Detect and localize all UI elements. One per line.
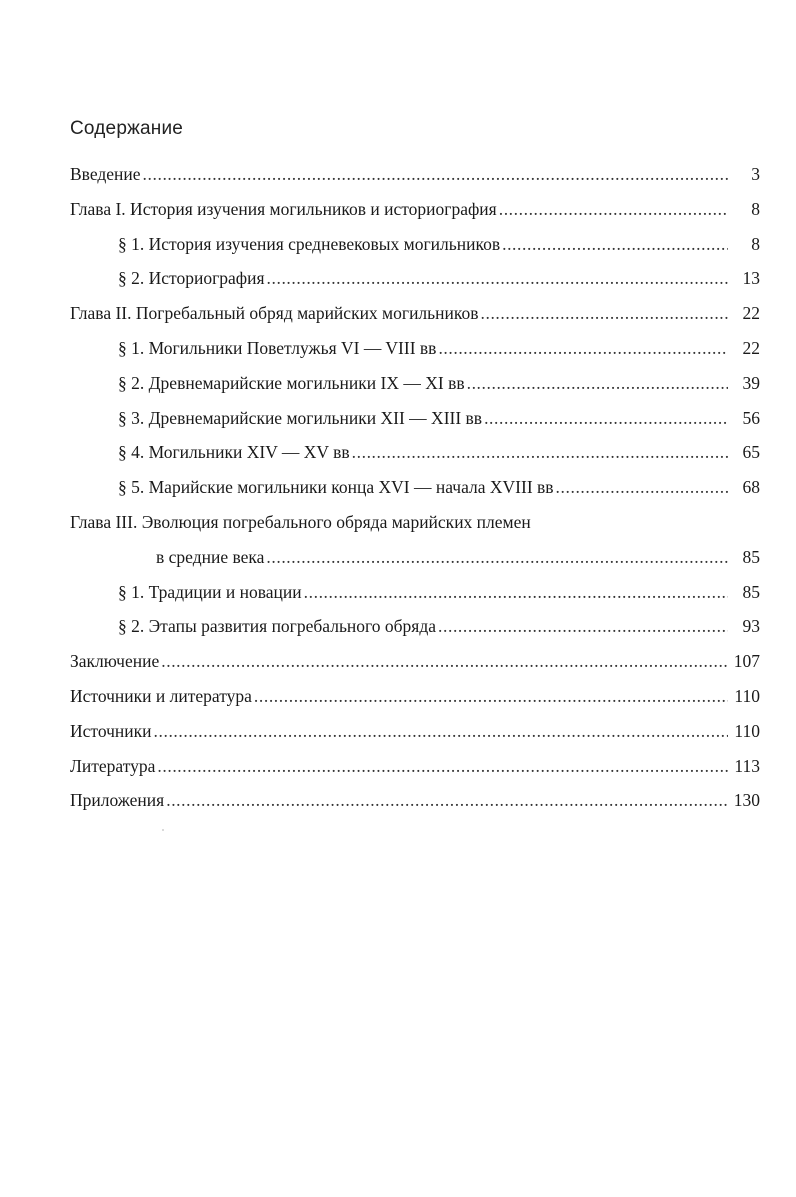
toc-entry xyxy=(70,261,760,296)
toc-entry-page: 8 xyxy=(751,233,760,254)
toc-title: Содержание xyxy=(70,118,184,139)
toc-entry-label: § 2. Этапы развития погребального обряда xyxy=(118,616,437,637)
toc-entry xyxy=(70,783,760,818)
dot-leader xyxy=(481,296,729,331)
toc-entry-page: 93 xyxy=(742,616,760,637)
dot-leader xyxy=(154,714,728,749)
toc-entry-label: § 2. Древнемарийские могильники IX — XI вв xyxy=(118,372,465,393)
toc-entry-label: Глава II. Погребальный обряд марийских могильников xyxy=(70,303,479,324)
toc-entry xyxy=(70,192,760,227)
toc-entry-page: 13 xyxy=(742,268,760,289)
toc-entry-label: Глава I. История изучения могильников и историография xyxy=(70,198,497,219)
toc-entry-label: Глава III. Эволюция погребального обряда марийских племен xyxy=(70,511,531,532)
toc-entry xyxy=(70,679,760,714)
dot-leader xyxy=(304,575,728,610)
toc-entry xyxy=(70,714,760,749)
dot-leader xyxy=(267,261,728,296)
toc-entry xyxy=(70,609,760,644)
toc-entry xyxy=(70,366,760,401)
toc-entry-page: 68 xyxy=(742,477,760,498)
toc-entry-page: 130 xyxy=(733,790,760,811)
toc-entry xyxy=(70,401,760,436)
toc-entry-label: § 1. Могильники Поветлужья VI — VIII вв xyxy=(118,337,437,358)
toc-entry-label: § 1. История изучения средневековых могильников xyxy=(118,233,501,254)
toc-entry-label: § 5. Марийские могильники конца XVI — начала XVIII вв xyxy=(118,477,554,498)
toc-entry xyxy=(70,749,760,784)
dot-leader xyxy=(157,749,728,784)
toc-entry xyxy=(70,435,760,470)
toc-entry-label: Литература xyxy=(70,755,156,776)
toc-entry xyxy=(70,505,760,540)
dot-leader xyxy=(556,470,728,505)
toc-entry-label: § 3. Древнемарийские могильники XII — XIII вв xyxy=(118,407,483,428)
dot-leader xyxy=(438,609,728,644)
toc-entry-page: 39 xyxy=(742,372,760,393)
dot-leader xyxy=(143,157,728,192)
toc-entry-label: Источники xyxy=(70,720,152,741)
dot-leader xyxy=(254,679,728,714)
toc-entry-label: § 2. Историография xyxy=(118,268,265,289)
toc-entry-page: 110 xyxy=(734,720,760,741)
toc-entry-page: 65 xyxy=(742,442,760,463)
toc-entry xyxy=(70,227,760,262)
toc-entry xyxy=(70,470,760,505)
dot-leader xyxy=(161,644,728,679)
scan-speck xyxy=(162,829,164,831)
toc-entry xyxy=(70,575,760,610)
toc-entry-page: 3 xyxy=(751,164,760,184)
toc-entry-page: 56 xyxy=(742,407,760,428)
toc-entry-label: Заключение xyxy=(70,651,160,672)
toc-entry xyxy=(70,644,760,679)
toc-entry-label: Введение xyxy=(70,164,141,184)
dot-leader xyxy=(499,192,728,227)
dot-leader xyxy=(266,540,728,575)
dot-leader xyxy=(484,401,728,436)
toc-entry-page: 8 xyxy=(751,198,760,219)
toc-entry-page: 107 xyxy=(733,651,760,672)
toc-entry-page: 85 xyxy=(742,546,760,567)
dot-leader xyxy=(502,227,728,262)
toc-entry-page: 22 xyxy=(742,303,760,324)
toc-entry xyxy=(70,540,760,575)
toc-entry xyxy=(70,296,760,331)
toc-entry-label: в средние века xyxy=(156,546,265,567)
dot-leader xyxy=(438,331,728,366)
dot-leader xyxy=(166,783,728,818)
toc-entry-label: § 4. Могильники XIV — XV вв xyxy=(118,442,350,463)
toc-entry xyxy=(70,331,760,366)
toc-entry-page: 22 xyxy=(742,337,760,358)
toc-entry xyxy=(70,157,760,192)
toc-entry-label: Источники и литература xyxy=(70,685,252,706)
table-of-contents xyxy=(70,157,760,818)
toc-entry-page: 110 xyxy=(734,685,760,706)
toc-entry-label: Приложения xyxy=(70,790,165,811)
toc-entry-page: 85 xyxy=(742,581,760,602)
dot-leader xyxy=(467,366,728,401)
dot-leader xyxy=(352,435,728,470)
toc-entry-label: § 1. Традиции и новации xyxy=(118,581,302,602)
toc-entry-page: 113 xyxy=(734,755,760,776)
